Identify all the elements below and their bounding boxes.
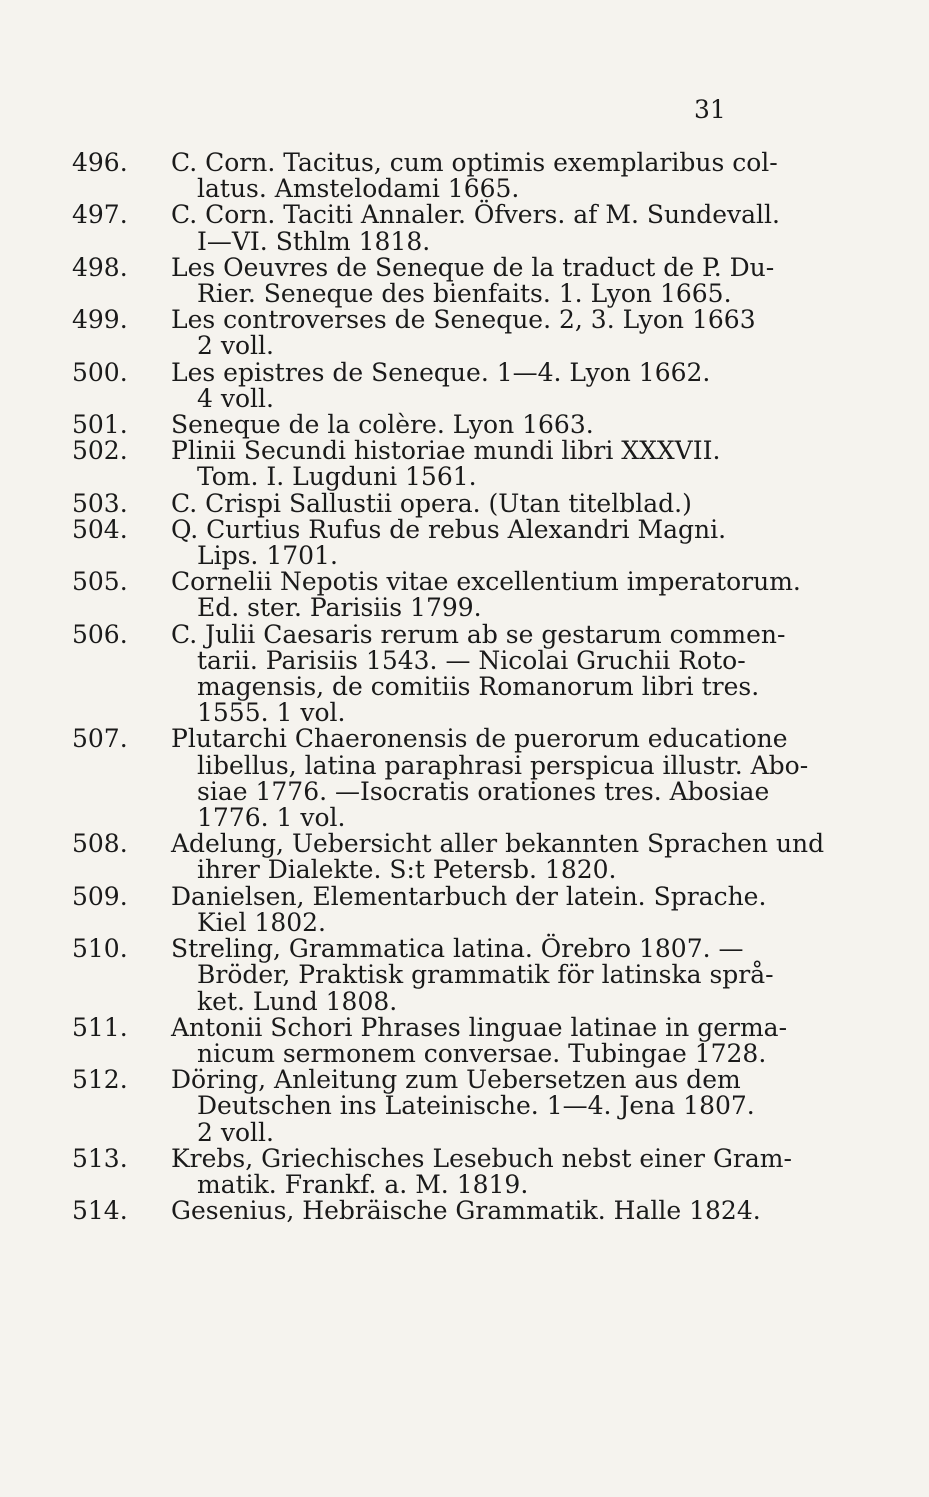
entry-number: 512. (72, 1065, 128, 1095)
catalogue-entry (72, 1067, 762, 1146)
entry-number: 508. (72, 829, 128, 859)
entry-number: 500. (72, 357, 128, 387)
entry-text-line: Döring, Anleitung zum Uebersetzen aus dem (171, 1065, 741, 1095)
entry-continuation-line: ket. Lund 1808. (197, 986, 398, 1016)
catalogue-entry (72, 252, 775, 309)
entry-continuation-line: siae 1776. —Isocratis orationes tres. Abosiae (197, 776, 770, 806)
entry-number: 507. (72, 724, 128, 754)
catalogue-entry (72, 881, 767, 937)
entry-number: 499. (72, 305, 128, 335)
entry-text-line: Q. Curtius Rufus de rebus Alexandri Magni. (171, 514, 727, 544)
entry-continuation-line: magensis, de comitiis Romanorum libri tres. (197, 672, 760, 702)
catalogue-entry (72, 307, 762, 359)
entry-continuation-line: Ed. ster. Parisiis 1799. (197, 593, 482, 623)
entry-number: 502. (72, 436, 128, 466)
catalogue-entry (72, 1143, 792, 1199)
entry-continuation-line: ihrer Dialekte. S:t Petersb. 1820. (197, 855, 617, 885)
catalogue-entry (72, 724, 809, 833)
entry-number: 511. (72, 1012, 128, 1042)
entry-text-line: C. Crispi Sallustii opera. (Utan titelblad.) (171, 488, 692, 518)
entry-continuation-line: 4 voll. (197, 383, 274, 413)
entry-text-line: Danielsen, Elementarbuch der latein. Sprache. (171, 881, 767, 911)
entry-continuation-line: latus. Amstelodami 1665. (197, 174, 520, 204)
entry-number: 503. (72, 488, 128, 518)
catalogue-entry (72, 412, 762, 438)
entry-text-line: Les controverses de Seneque. 2, 3. Lyon 1663 (171, 305, 756, 335)
entry-continuation-line: matik. Frankf. a. M. 1819. (197, 1169, 529, 1199)
entry-text-line: Streling, Grammatica latina. Örebro 1807. — (171, 934, 744, 964)
catalogue-entry (72, 1012, 788, 1068)
entry-text-line: C. Julii Caesaris rerum ab se gestarum commen- (171, 619, 786, 649)
catalogue-entry (72, 438, 762, 490)
catalogue-entry (72, 1198, 762, 1224)
entry-text-line: Les epistres de Seneque. 1—4. Lyon 1662. (171, 357, 711, 387)
catalogue-entry (72, 619, 786, 728)
entry-continuation-line: libellus, latina paraphrasi perspicua illustr. Abo- (197, 750, 809, 780)
entry-number: 513. (72, 1143, 128, 1173)
entry-continuation-line: Lips. 1701. (197, 541, 338, 571)
entry-continuation-line: Rier. Seneque des bienfaits. 1. Lyon 1665. (197, 279, 732, 309)
entry-continuation-line: Kiel 1802. (197, 907, 326, 937)
entry-number: 510. (72, 934, 128, 964)
catalogue-entry (72, 200, 780, 256)
catalogue-entry-list (72, 148, 825, 1226)
catalogue-entry (72, 357, 762, 413)
entry-number: 497. (72, 200, 128, 230)
entry-text-line: Gesenius, Hebräische Grammatik. Halle 1824. (171, 1196, 761, 1226)
catalogue-entry (72, 488, 762, 518)
entry-text-line: Antonii Schori Phrases linguae latinae in germa- (171, 1012, 788, 1042)
entry-text-line: Les Oeuvres de Seneque de la traduct de P. Du- (171, 252, 775, 282)
entry-text-line: Krebs, Griechisches Lesebuch nebst einer Gram- (171, 1143, 792, 1173)
catalogue-entry (72, 934, 774, 1016)
entry-text-line: Adelung, Uebersicht aller bekannten Sprachen und (171, 829, 825, 859)
entry-number: 514. (72, 1196, 128, 1226)
entry-continuation-line: Bröder, Praktisk grammatik för latinska språ- (197, 960, 774, 990)
entry-text-line: C. Corn. Tacitus, cum optimis exemplaribus col- (171, 148, 778, 177)
catalogue-entry (72, 829, 825, 885)
entry-text-line: Plinii Secundi historiae mundi libri XXXVII. (171, 436, 721, 466)
entry-number: 506. (72, 619, 128, 649)
entry-text-line: C. Corn. Taciti Annaler. Öfvers. af M. Sundevall. (171, 200, 780, 230)
entry-continuation-line: 1776. 1 vol. (197, 803, 346, 833)
catalogue-entry (72, 148, 778, 204)
entry-continuation-line: 1555. 1 vol. (197, 698, 346, 728)
entry-continuation-line: Deutschen ins Lateinische. 1—4. Jena 1807. (197, 1091, 755, 1121)
entry-text-line: Seneque de la colère. Lyon 1663. (171, 410, 594, 440)
entry-number: 498. (72, 252, 128, 282)
entry-number: 505. (72, 567, 128, 597)
entry-text-line: Plutarchi Chaeronensis de puerorum educatione (171, 724, 788, 754)
catalogue-entry (72, 567, 801, 623)
entry-continuation-line: tarii. Parisiis 1543. — Nicolai Gruchii Roto- (197, 645, 746, 675)
entry-continuation-line: nicum sermonem conversae. Tubingae 1728. (197, 1038, 767, 1068)
entry-continuation-line: I—VI. Sthlm 1818. (197, 226, 431, 256)
entry-continuation-line: 2 voll. (197, 1117, 274, 1147)
entry-continuation-line: 2 voll. (197, 331, 274, 361)
entry-continuation-line: Tom. I. Lugduni 1561. (197, 462, 477, 492)
entry-text-line: Cornelii Nepotis vitae excellentium imperatorum. (171, 567, 801, 597)
entry-number: 501. (72, 410, 128, 440)
entry-number: 504. (72, 514, 128, 544)
page-number: 31 (694, 95, 726, 124)
entry-number: 509. (72, 881, 128, 911)
entry-number: 496. (72, 148, 128, 177)
catalogue-entry (72, 514, 762, 571)
